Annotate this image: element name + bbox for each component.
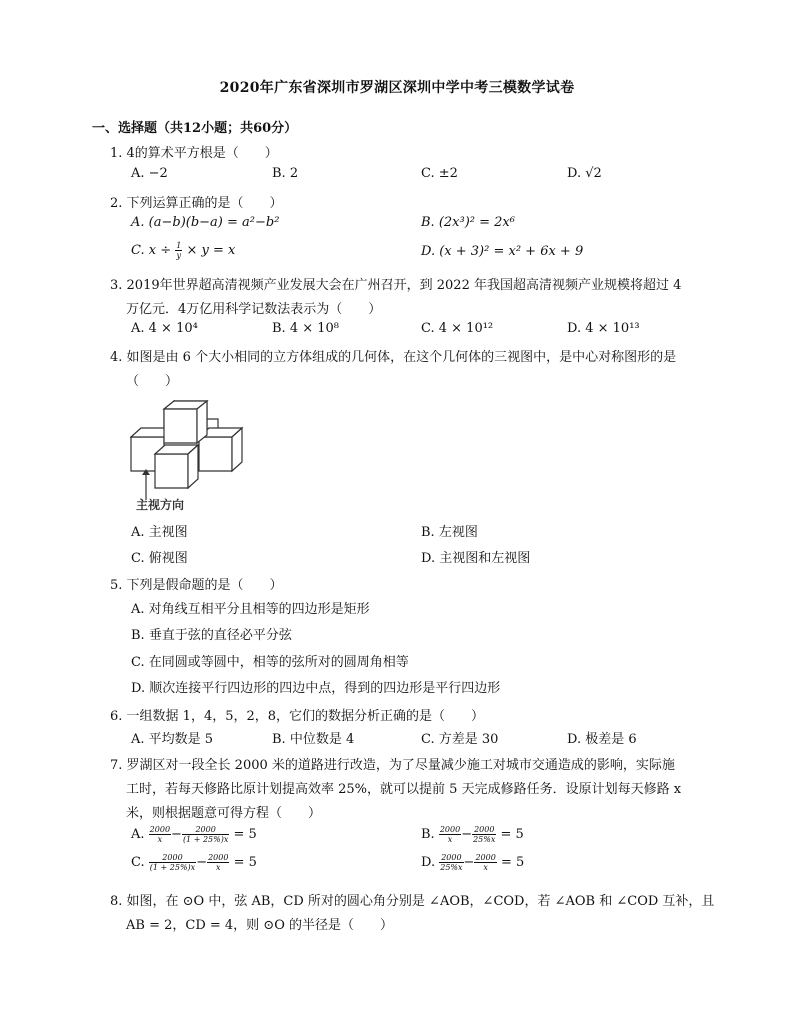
q1-option-c: C. ±2: [421, 166, 458, 181]
q7-a-n2: 2000: [182, 825, 229, 835]
q1-option-b: B. 2: [272, 166, 299, 181]
question-3-stem-line2: 万亿元．4万亿用科学记数法表示为（ ）: [126, 302, 382, 317]
q7-option-b: B. $\frac{2000}{x}$ − $\frac{2000}{25\%x}$ = 5: [421, 825, 524, 844]
q5-option-b: B. 垂直于弦的直径必平分弦: [131, 628, 292, 643]
question-2-stem: 2. 下列运算正确的是（ ）: [110, 196, 283, 211]
q6-option-a: A. 平均数是 5: [131, 732, 214, 747]
q7-a-frac1: [149, 825, 171, 844]
q7-a-frac2: [182, 825, 229, 844]
q7-a-d2: (1 + 25%)x: [182, 835, 229, 844]
q6-option-d: D. 极差是 6: [567, 732, 637, 747]
cube-figure: [128, 392, 248, 518]
q1-option-a: A. −2: [131, 166, 168, 181]
q7-c-frac1: [149, 853, 196, 872]
q2-c-prefix: C. x ÷: [131, 243, 172, 258]
q7-c-n1: 2000: [149, 853, 196, 863]
q7-c-d2: x: [216, 863, 221, 872]
q7-a-label: A.: [131, 827, 145, 842]
q7-c-rhs: = 5: [233, 855, 257, 870]
q7-d-n1: 2000: [441, 853, 462, 862]
q7-option-d: D. $\frac{2000}{25\%x}$ − $\frac{2000}{x}$ = 5: [421, 853, 525, 872]
q7-c-n2: 2000: [208, 853, 229, 862]
q7-option-a: A. $\frac{2000}{x}$ − $\frac{2000}{(1 + 25\%)x}$ = 5: [131, 825, 257, 844]
q7-d-frac1: [439, 853, 463, 872]
q3-option-d: D. 4 × 10¹³: [567, 321, 640, 336]
q7-a-rhs: = 5: [233, 827, 257, 842]
q2-option-b: B. (2x³)² = 2x⁶: [421, 215, 515, 230]
q5-option-c: C. 在同圆或等圆中，相等的弦所对的圆周角相等: [131, 655, 409, 670]
q2-c-num: 1: [176, 241, 182, 250]
q7-d-d1: 25%x: [440, 863, 463, 872]
page-title: 2020年广东省深圳市罗湖区深圳中学中考三模数学试卷: [219, 80, 575, 96]
q7-b-n2: 2000: [474, 825, 495, 834]
q7-d-rhs: = 5: [500, 855, 525, 870]
q2-option-d: D. (x + 3)² = x² + 6x + 9: [421, 244, 584, 259]
section-heading: 一、选择题（共12小题；共60分）: [92, 121, 298, 136]
q7-c-label: C.: [131, 855, 145, 870]
q5-option-d: D. 顺次连接平行四边形的四边中点，得到的四边形是平行四边形: [131, 681, 501, 696]
q7-b-label: B.: [421, 827, 435, 842]
q4-option-d: D. 主视图和左视图: [421, 551, 531, 566]
question-7-stem-line2: 工时，若每天修路比原计划提高效率 25%，就可以提前 5 天完成修路任务．设原计划每天修路 x: [126, 782, 682, 797]
q3-option-c: C. 4 × 10¹²: [421, 321, 494, 336]
q2-c-den: y: [176, 251, 182, 260]
q7-d-frac2: [474, 853, 496, 872]
q5-option-a: A. 对角线互相平分且相等的四边形是矩形: [131, 602, 370, 617]
q1-option-d: D. √2: [567, 166, 602, 181]
q7-b-n1: 2000: [439, 825, 461, 834]
q7-b-rhs: = 5: [500, 827, 524, 842]
q4-option-c: C. 俯视图: [131, 551, 188, 566]
q2-c-fraction: [175, 241, 182, 260]
question-5-stem: 5. 下列是假命题的是（ ）: [110, 578, 283, 593]
q2-option-c: [131, 241, 235, 260]
q3-option-b: B. 4 × 10⁸: [272, 321, 339, 336]
q7-b-d1: x: [447, 835, 453, 844]
q6-option-b: B. 中位数是 4: [272, 732, 355, 747]
question-6-stem: 6. 一组数据 1，4，5，2，8，它们的数据分析正确的是（ ）: [110, 709, 485, 724]
question-8-stem-line1: 8. 如图，在 ⊙O 中，弦 AB，CD 所对的圆心角分别是 ∠AOB，∠COD，若 ∠AOB 和 ∠COD 互补，且: [110, 894, 715, 909]
question-4-stem-line1: 4. 如图是由 6 个大小相同的立方体组成的几何体，在这个几何体的三视图中，是中心对称图形的是: [110, 350, 677, 365]
q7-d-n2: 2000: [475, 853, 496, 862]
q7-b-frac2: [472, 825, 496, 844]
q7-c-d1: (1 + 25%)x: [149, 863, 196, 872]
q6-option-c: C. 方差是 30: [421, 732, 499, 747]
question-1-stem: 1. 4的算术平方根是（ ）: [110, 146, 278, 161]
q4-option-b: B. 左视图: [421, 525, 478, 540]
question-3-stem-line1: 3. 2019年世界超高清视频产业发展大会在广州召开，到 2022 年我国超高清视频产业规模将超过 4: [110, 278, 682, 293]
view-direction-label: 主视方向: [136, 498, 185, 512]
question-8-stem-line2: AB = 2，CD = 4，则 ⊙O 的半径是（ ）: [126, 918, 393, 933]
q2-c-suffix: × y = x: [186, 243, 236, 258]
q7-b-d2: 25%x: [473, 835, 496, 844]
q3-option-a: A. 4 × 10⁴: [131, 321, 198, 336]
question-4-stem-line2: （ ）: [126, 374, 179, 389]
q7-b-frac1: [439, 825, 461, 844]
q7-option-c: C. $\frac{2000}{(1 + 25\%)x}$ − $\frac{2000}{x}$ = 5: [131, 853, 257, 872]
q7-d-d2: x: [483, 863, 488, 872]
q4-option-a: A. 主视图: [131, 525, 188, 540]
q7-a-d1: x: [157, 835, 163, 844]
q2-option-a: A. (a−b)(b−a) = a²−b²: [131, 215, 280, 230]
q7-c-frac2: [207, 853, 229, 872]
question-7-stem-line3: 米，则根据题意可得方程（ ）: [126, 806, 322, 821]
question-7-stem-line1: 7. 罗湖区对一段全长 2000 米的道路进行改造，为了尽量减少施工对城市交通造成的影响，实际施: [110, 758, 675, 773]
q7-a-n1: 2000: [149, 825, 171, 834]
q7-d-label: D.: [421, 855, 436, 870]
